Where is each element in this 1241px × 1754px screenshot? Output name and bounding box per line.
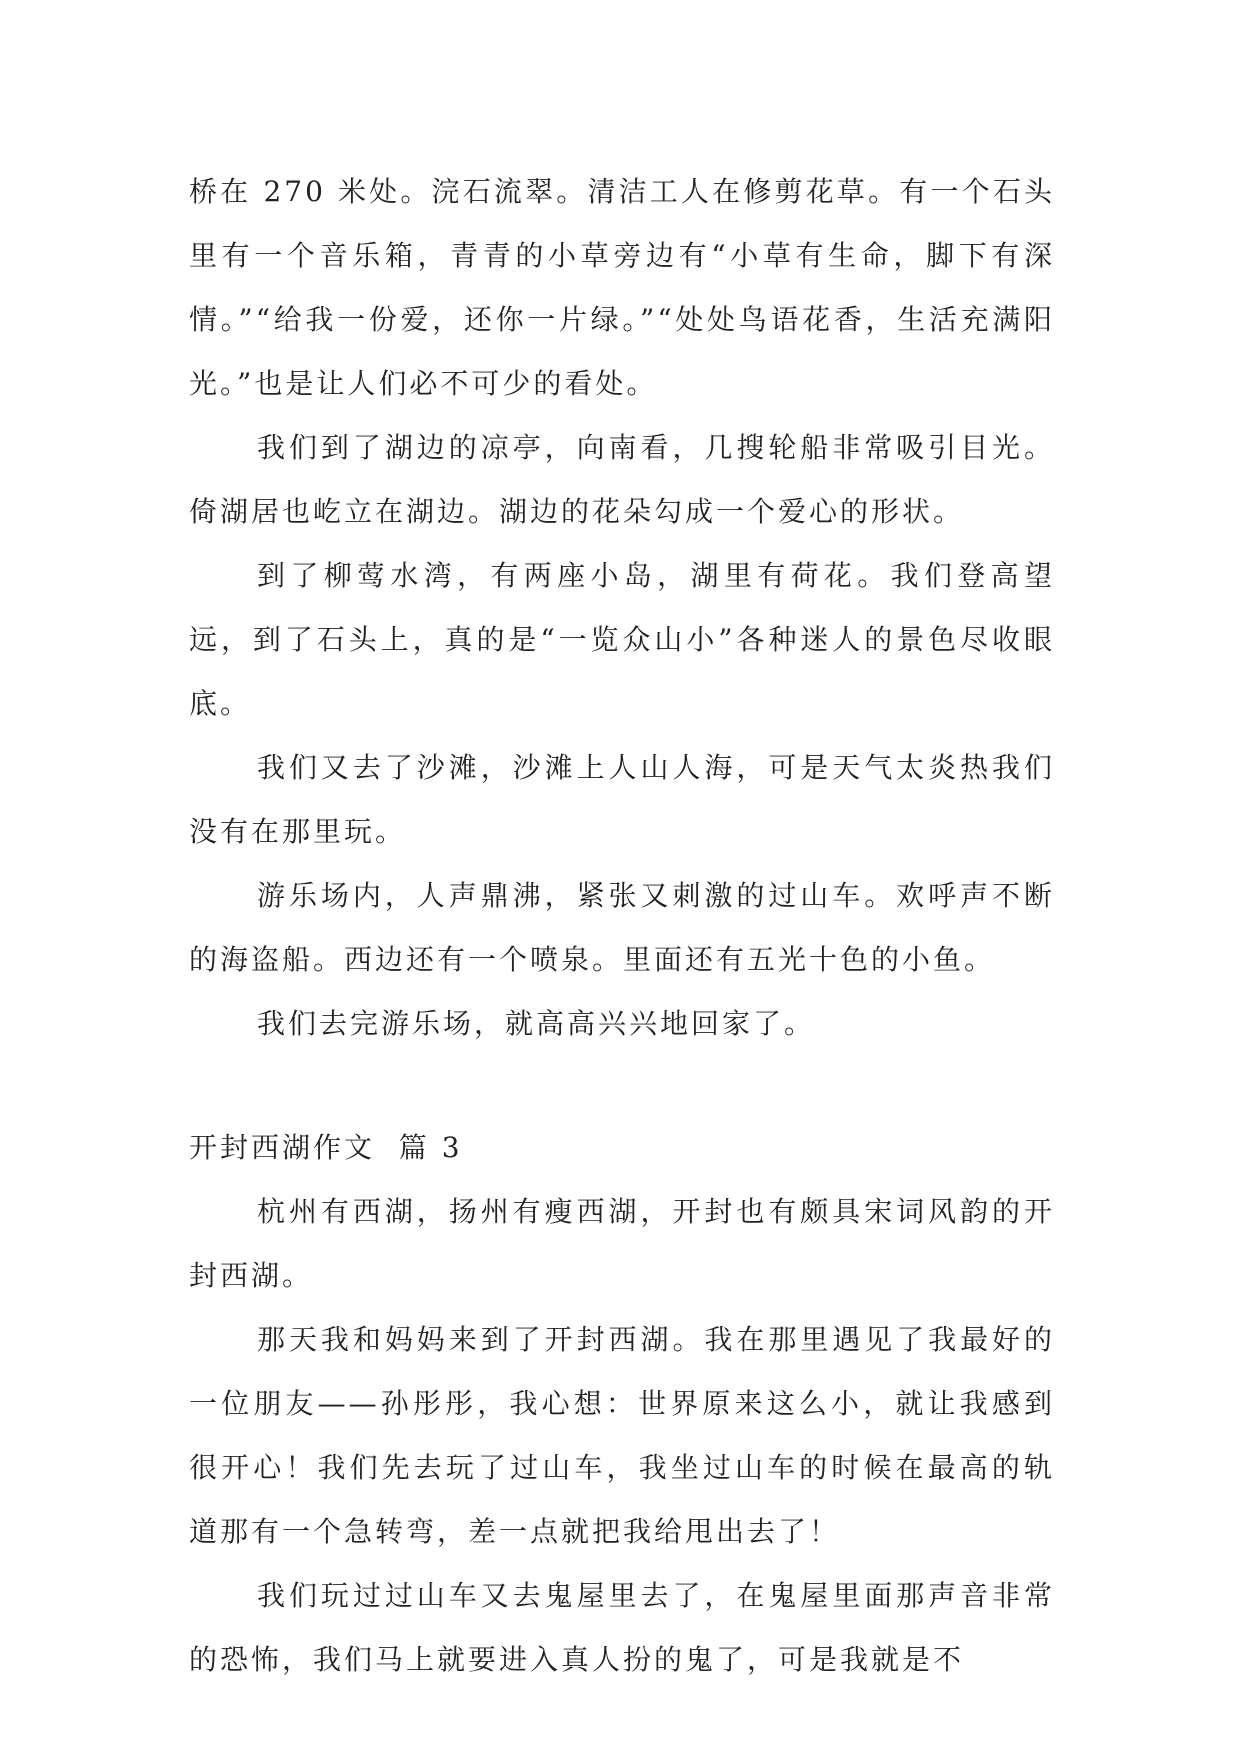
paragraph: 到了柳莺水湾，有两座小岛，湖里有荷花。我们登高望远，到了石头上，真的是“一览众山小”各种迷人的景色尽收眼底。 xyxy=(189,559,1055,720)
document-body xyxy=(189,160,1055,1692)
section-heading: 开封西湖作文 篇 3 xyxy=(189,1131,463,1164)
paragraph: 游乐场内，人声鼎沸，紧张又刺激的过山车。欢呼声不断的海盗船。西边还有一个喷泉。里面还有五光十色的小鱼。 xyxy=(189,879,1055,976)
paragraph: 桥在 270 米处。浣石流翠。清洁工人在修剪花草。有一个石头里有一个音乐箱，青青的小草旁边有“小草有生命，脚下有深情。”“给我一份爱，还你一片绿。”“处处鸟语花香，生活充满阳光。”也是让人们必不可少的看处。 xyxy=(189,175,1055,400)
paragraph: 我们去完游乐场，就高高兴兴地回家了。 xyxy=(257,1007,816,1040)
paragraph: 那天我和妈妈来到了开封西湖。我在那里遇见了我最好的一位朋友——孙彤彤，我心想：世界原来这么小，就让我感到很开心！我们先去玩了过山车，我坐过山车的时候在最高的轨道那有一个急转弯，差一点就把我给甩出去了！ xyxy=(189,1323,1055,1548)
paragraph: 我们又去了沙滩，沙滩上人山人海，可是天气太炎热我们没有在那里玩。 xyxy=(189,751,1055,848)
paragraph: 我们玩过过山车又去鬼屋里去了，在鬼屋里面那声音非常的恐怖，我们马上就要进入真人扮的鬼了，可是我就是不 xyxy=(189,1579,1055,1676)
paragraph: 我们到了湖边的凉亭，向南看，几搜轮船非常吸引目光。倚湖居也屹立在湖边。湖边的花朵勾成一个爱心的形状。 xyxy=(189,431,1055,528)
paragraph: 杭州有西湖，扬州有瘦西湖，开封也有颇具宋词风韵的开封西湖。 xyxy=(189,1195,1055,1292)
